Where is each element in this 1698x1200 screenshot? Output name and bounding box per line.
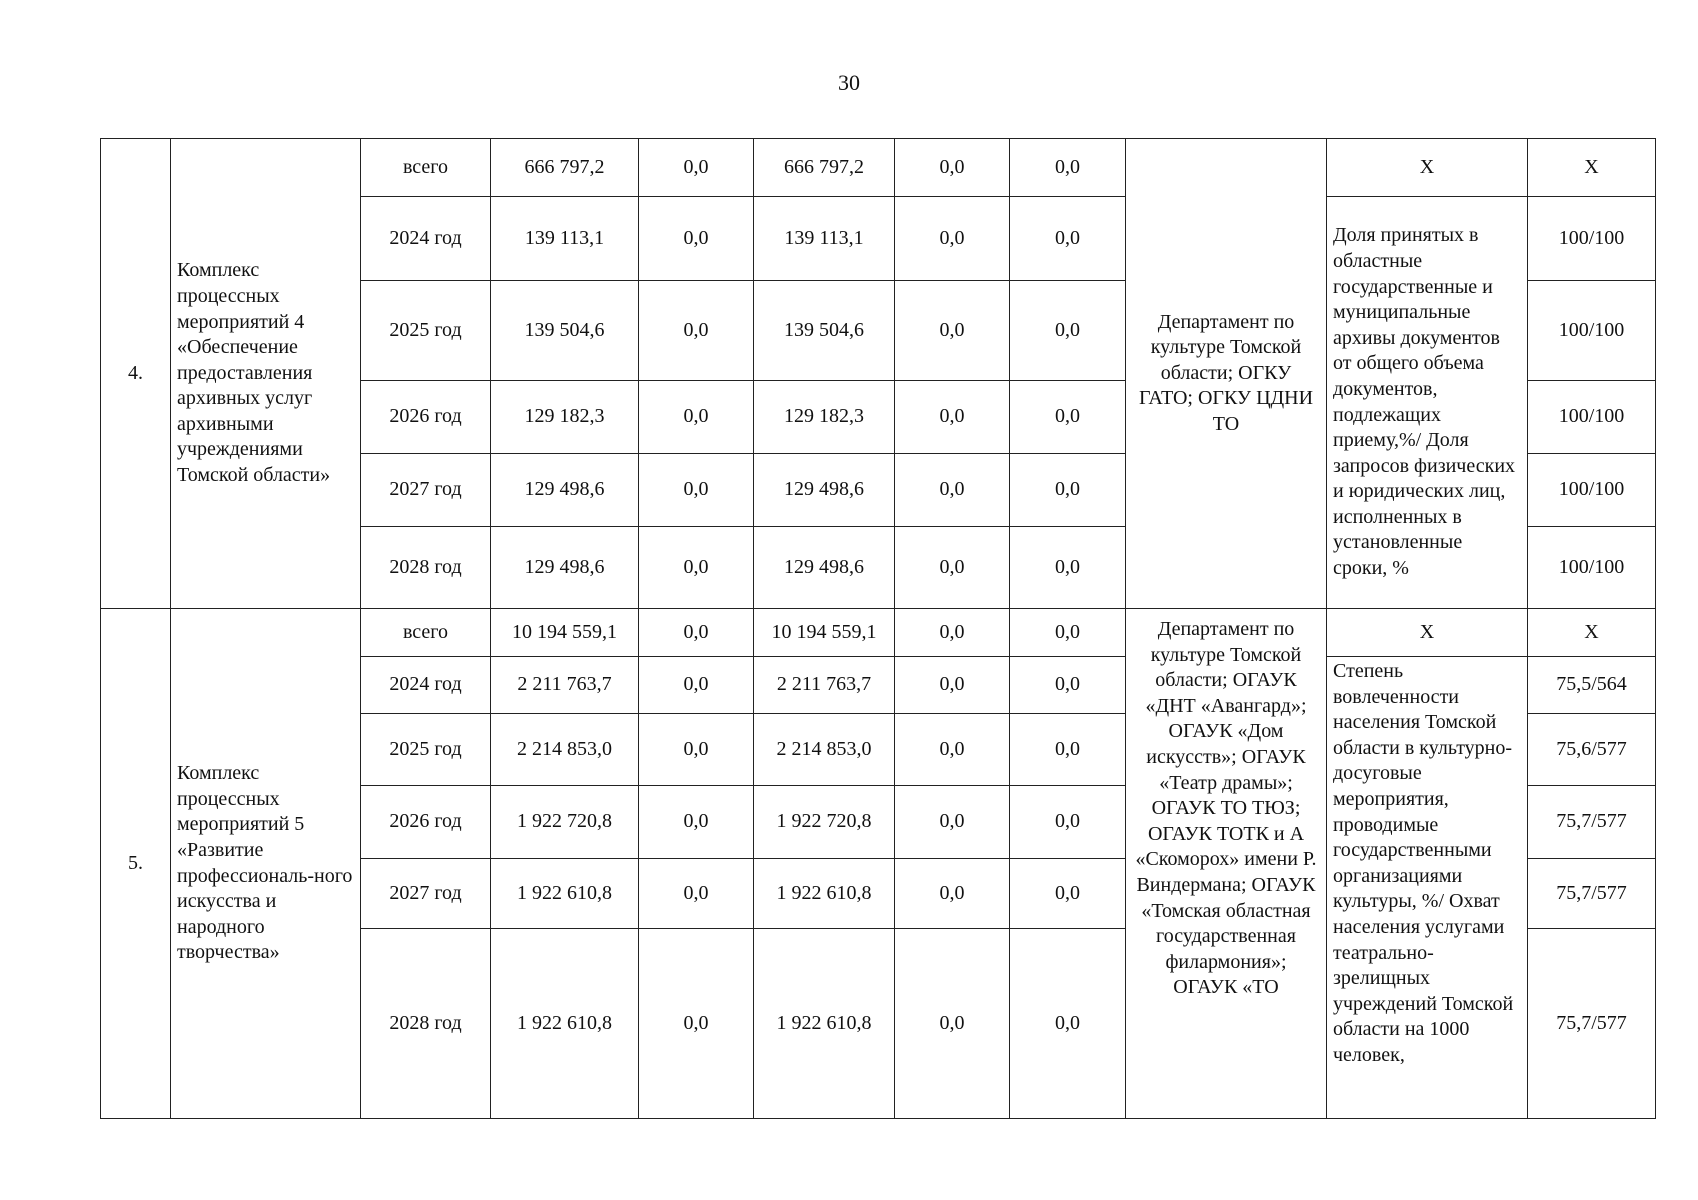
regional-funding-cell: 2 211 763,7 — [754, 657, 895, 714]
local-funding-cell: 0,0 — [895, 609, 1010, 657]
local-funding-cell: 0,0 — [895, 527, 1010, 609]
target-value-cell: 100/100 — [1528, 281, 1656, 381]
regional-funding-cell: 129 182,3 — [754, 381, 895, 454]
local-funding-cell: 0,0 — [895, 859, 1010, 929]
section-number: 4. — [101, 139, 171, 609]
period-cell: 2024 год — [361, 197, 491, 281]
target-value-cell: 75,7/577 — [1528, 859, 1656, 929]
period-cell: 2027 год — [361, 454, 491, 527]
other-funding-cell: 0,0 — [1010, 454, 1126, 527]
regional-funding-cell: 1 922 720,8 — [754, 786, 895, 859]
other-funding-cell: 0,0 — [1010, 657, 1126, 714]
target-value-cell: 75,6/577 — [1528, 714, 1656, 786]
federal-funding-cell: 0,0 — [639, 527, 754, 609]
local-funding-cell: 0,0 — [895, 381, 1010, 454]
section-name: Комплекс процессных мероприятий 4 «Обеспечение предоставления архивных услуг архивными учреждениями Томской области» — [171, 139, 361, 609]
federal-funding-cell: 0,0 — [639, 139, 754, 197]
page-number: 30 — [838, 70, 860, 95]
target-value-cell: 100/100 — [1528, 197, 1656, 281]
regional-funding-cell: 10 194 559,1 — [754, 609, 895, 657]
other-funding-cell: 0,0 — [1010, 929, 1126, 1119]
regional-funding-cell: 1 922 610,8 — [754, 859, 895, 929]
total-funding-cell: 139 113,1 — [491, 197, 639, 281]
section-name: Комплекс процессных мероприятий 5 «Развитие профессиональ-ного искусства и народного творчества» — [171, 609, 361, 1119]
local-funding-cell: 0,0 — [895, 786, 1010, 859]
other-funding-cell: 0,0 — [1010, 714, 1126, 786]
period-cell: всего — [361, 139, 491, 197]
other-funding-cell: 0,0 — [1010, 609, 1126, 657]
period-cell: всего — [361, 609, 491, 657]
other-funding-cell: 0,0 — [1010, 527, 1126, 609]
target-value-cell: 100/100 — [1528, 527, 1656, 609]
federal-funding-cell: 0,0 — [639, 929, 754, 1119]
target-value-cell: 100/100 — [1528, 381, 1656, 454]
regional-funding-cell: 666 797,2 — [754, 139, 895, 197]
period-cell: 2027 год — [361, 859, 491, 929]
target-value-cell: 100/100 — [1528, 454, 1656, 527]
local-funding-cell: 0,0 — [895, 714, 1010, 786]
target-x-cell: Х — [1528, 139, 1656, 197]
other-funding-cell: 0,0 — [1010, 139, 1126, 197]
period-cell: 2025 год — [361, 714, 491, 786]
period-cell: 2024 год — [361, 657, 491, 714]
regional-funding-cell: 129 498,6 — [754, 454, 895, 527]
other-funding-cell: 0,0 — [1010, 197, 1126, 281]
indicator-cell: Доля принятых в областные государственные и муниципальные архивы документов от общего объема документов, подлежащих приему,%/ Доля запросов физических и юридических лиц, исполненных в установленные сроки, % — [1327, 197, 1528, 609]
federal-funding-cell: 0,0 — [639, 786, 754, 859]
local-funding-cell: 0,0 — [895, 281, 1010, 381]
federal-funding-cell: 0,0 — [639, 197, 754, 281]
total-funding-cell: 139 504,6 — [491, 281, 639, 381]
program-table — [100, 138, 1656, 1119]
total-funding-cell: 1 922 720,8 — [491, 786, 639, 859]
indicator-cell: Степень вовлеченности населения Томской области в культурно-досуговые мероприятия, проводимые государственными организациями культуры, %/ Охват населения услугами театрально-зрелищных учреждений Томской области на 1000 человек, — [1327, 657, 1528, 1119]
local-funding-cell: 0,0 — [895, 929, 1010, 1119]
indicator-x-cell: Х — [1327, 139, 1528, 197]
total-funding-cell: 1 922 610,8 — [491, 929, 639, 1119]
period-cell: 2028 год — [361, 929, 491, 1119]
target-value-cell: 75,5/564 — [1528, 657, 1656, 714]
total-funding-cell: 129 182,3 — [491, 381, 639, 454]
local-funding-cell: 0,0 — [895, 197, 1010, 281]
local-funding-cell: 0,0 — [895, 139, 1010, 197]
local-funding-cell: 0,0 — [895, 657, 1010, 714]
total-funding-cell: 2 214 853,0 — [491, 714, 639, 786]
federal-funding-cell: 0,0 — [639, 281, 754, 381]
other-funding-cell: 0,0 — [1010, 381, 1126, 454]
federal-funding-cell: 0,0 — [639, 714, 754, 786]
federal-funding-cell: 0,0 — [639, 381, 754, 454]
regional-funding-cell: 139 504,6 — [754, 281, 895, 381]
table-row — [101, 139, 1656, 197]
regional-funding-cell: 129 498,6 — [754, 527, 895, 609]
total-funding-cell: 666 797,2 — [491, 139, 639, 197]
section-number: 5. — [101, 609, 171, 1119]
period-cell: 2026 год — [361, 381, 491, 454]
other-funding-cell: 0,0 — [1010, 859, 1126, 929]
target-value-cell: 75,7/577 — [1528, 786, 1656, 859]
other-funding-cell: 0,0 — [1010, 281, 1126, 381]
regional-funding-cell: 1 922 610,8 — [754, 929, 895, 1119]
responsible-cell: Департамент по культуре Томской области; ОГАУК «ДНТ «Авангард»; ОГАУК «Дом искусств»; ОГАУК «Театр драмы»; ОГАУК ТО ТЮЗ; ОГАУК ТОТК и А «Скоморох» имени Р. Виндермана; ОГАУК «Томская областная государственная филармония»; ОГАУК «ТО — [1126, 609, 1327, 1119]
federal-funding-cell: 0,0 — [639, 657, 754, 714]
local-funding-cell: 0,0 — [895, 454, 1010, 527]
total-funding-cell: 129 498,6 — [491, 454, 639, 527]
total-funding-cell: 1 922 610,8 — [491, 859, 639, 929]
period-cell: 2026 год — [361, 786, 491, 859]
responsible-cell: Департамент по культуре Томской области; ОГКУ ГАТО; ОГКУ ЦДНИ ТО — [1126, 139, 1327, 609]
regional-funding-cell: 2 214 853,0 — [754, 714, 895, 786]
period-cell: 2028 год — [361, 527, 491, 609]
target-value-cell: 75,7/577 — [1528, 929, 1656, 1119]
federal-funding-cell: 0,0 — [639, 859, 754, 929]
regional-funding-cell: 139 113,1 — [754, 197, 895, 281]
other-funding-cell: 0,0 — [1010, 786, 1126, 859]
federal-funding-cell: 0,0 — [639, 454, 754, 527]
table-row — [101, 609, 1656, 657]
total-funding-cell: 10 194 559,1 — [491, 609, 639, 657]
target-x-cell: Х — [1528, 609, 1656, 657]
total-funding-cell: 2 211 763,7 — [491, 657, 639, 714]
indicator-x-cell: Х — [1327, 609, 1528, 657]
total-funding-cell: 129 498,6 — [491, 527, 639, 609]
federal-funding-cell: 0,0 — [639, 609, 754, 657]
period-cell: 2025 год — [361, 281, 491, 381]
